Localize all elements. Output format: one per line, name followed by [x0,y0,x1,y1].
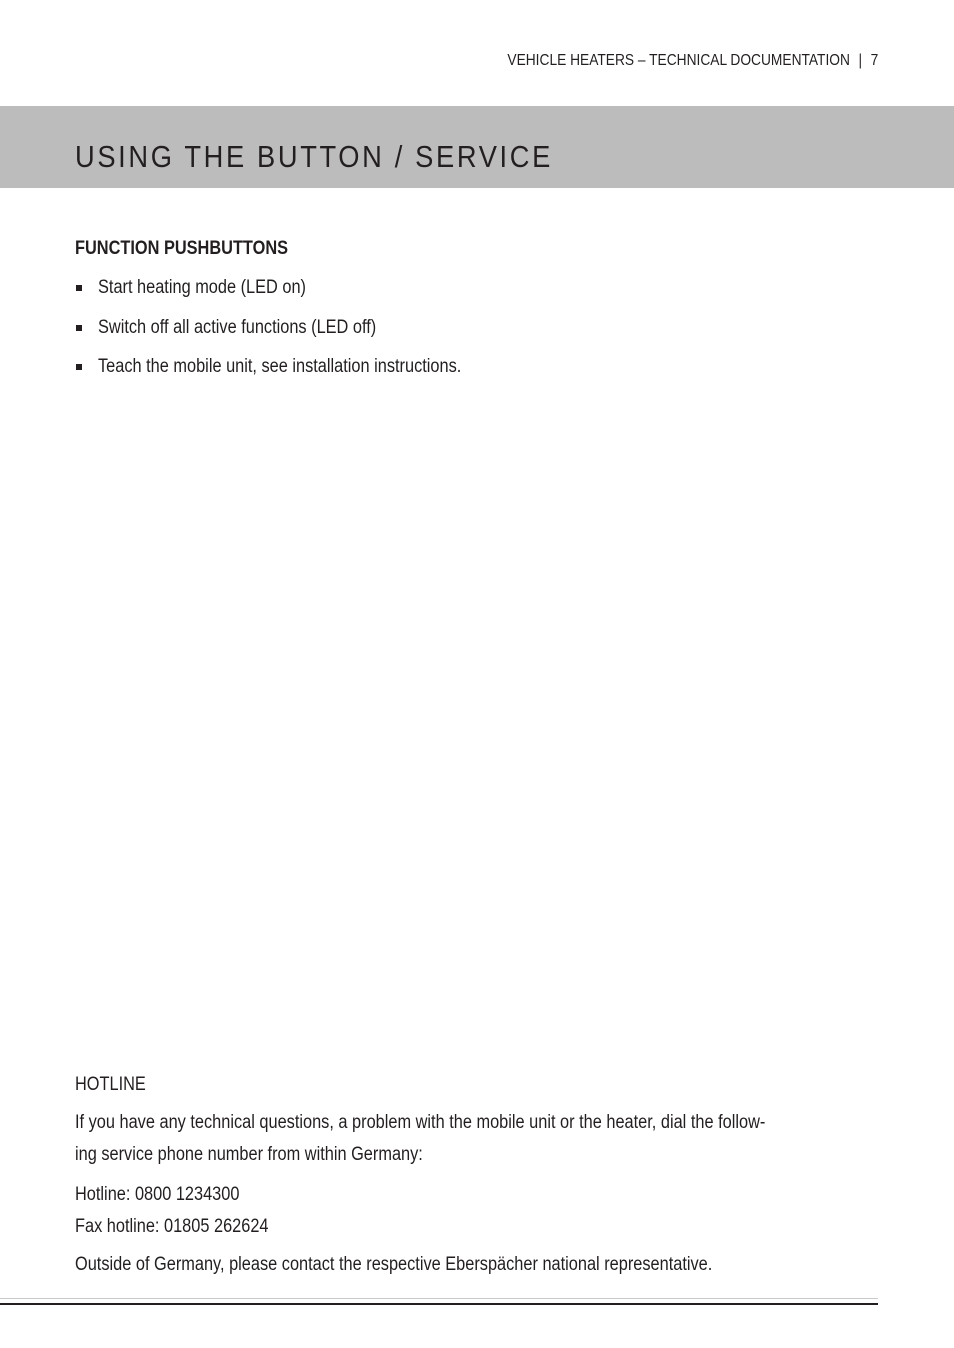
square-bullet-icon [76,285,82,291]
square-bullet-icon [76,325,82,331]
footer-rule-thin [0,1298,878,1299]
list-item: Teach the mobile unit, see installation instructions. [75,355,878,379]
title-band [0,106,954,188]
function-pushbuttons-section [75,238,878,395]
hotline-number: Hotline: 0800 1234300 [75,1184,240,1205]
page-title: USING THE BUTTON / SERVICE [75,139,553,174]
running-title: VEHICLE HEATERS – TECHNICAL DOCUMENTATION [507,52,850,69]
hotline-section [75,1069,878,1281]
function-list [75,276,878,379]
function-pushbuttons-heading: FUNCTION PUSHBUTTONS [75,238,289,259]
page-number: 7 [870,52,878,69]
hotline-paragraph-line2: ing service phone number from within Germany: [75,1144,423,1165]
list-item: Start heating mode (LED on) [75,276,878,300]
header-separator: | [858,52,862,69]
outside-germany-note: Outside of Germany, please contact the respective Eberspächer national representative. [75,1254,713,1275]
hotline-heading: HOTLINE [75,1074,146,1095]
footer-rule-thick [0,1303,878,1305]
running-header [507,52,878,70]
list-item: Switch off all active functions (LED off) [75,316,878,340]
square-bullet-icon [76,364,82,370]
hotline-paragraph-line1: If you have any technical questions, a problem with the mobile unit or the heater, dial the follow- [75,1112,766,1133]
fax-hotline-number: Fax hotline: 01805 262624 [75,1216,269,1237]
